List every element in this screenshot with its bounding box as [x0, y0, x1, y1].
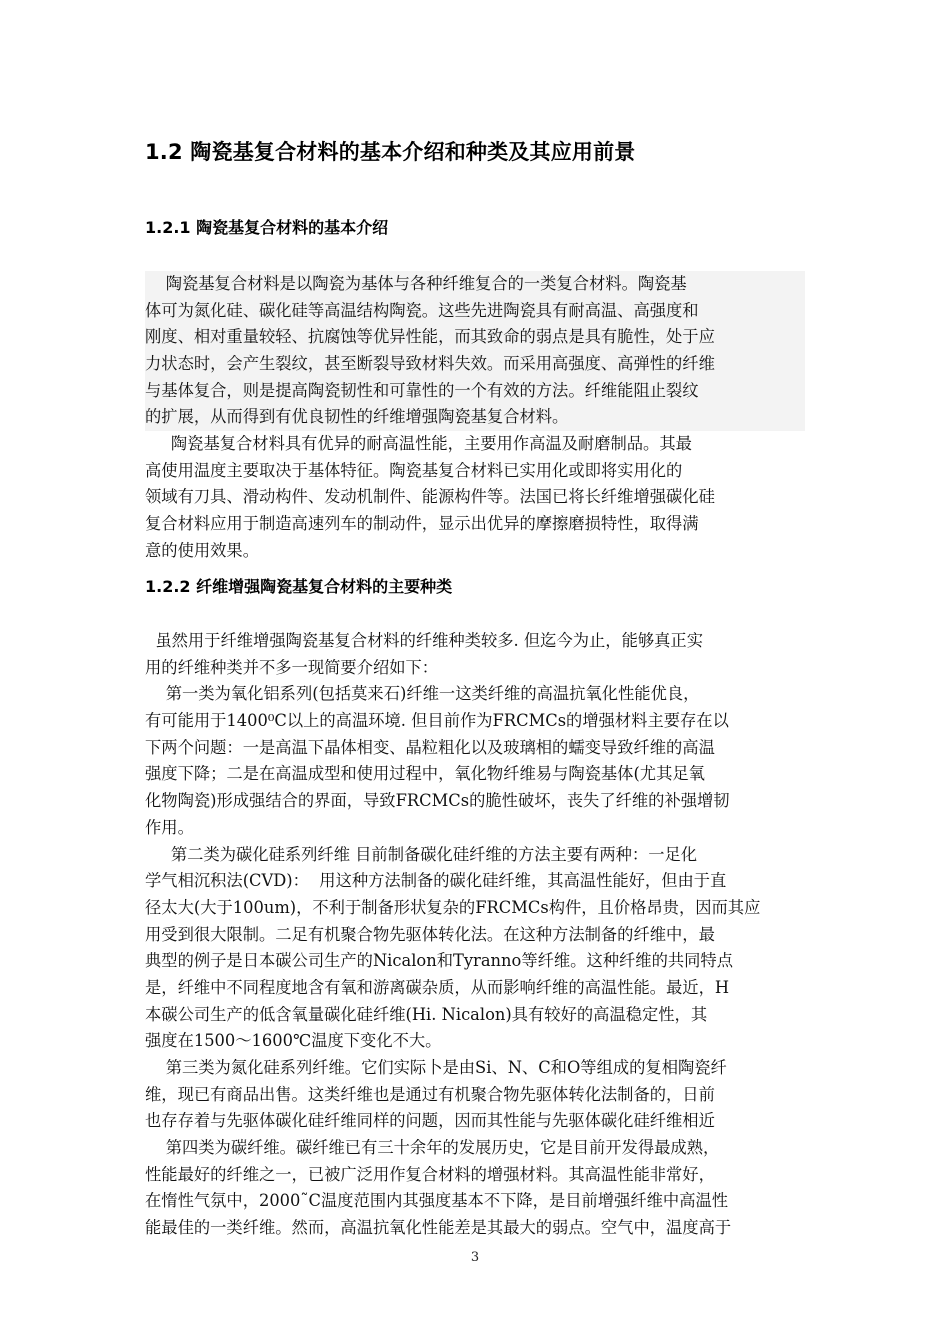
text-line: 力状态时，会产生裂纹，甚至断裂导致材料失效。而采用高强度、高弹性的纤维 — [145, 354, 715, 374]
text-line: 第三类为氮化硅系列纤维。它们实际卜是由Si、N、C和O等组成的复相陶瓷纤 — [145, 1058, 727, 1077]
subsection-title-types: 1.2.2 纤维增强陶瓷基复合材料的主要种类 — [145, 577, 453, 596]
text-line: 化物陶瓷)形成强结合的界面，导致FRCMCs的脆性破坏，丧失了纤维的补强增韧 — [145, 791, 730, 811]
text-line: 用的纤维种类并不多一现简要介绍如下： — [145, 657, 439, 677]
paragraph-applications — [145, 431, 805, 564]
text-line: 维，现已有商品出售。这类纤维也是通过有机聚合物先驱体转化法制备的，日前 — [145, 1084, 715, 1104]
text-line: 有可能用于1400⁰C以上的高温环境. 但目前作为FRCMCs的增强材料主要存在以 — [145, 711, 729, 731]
paragraph-fiber-types — [145, 628, 805, 1242]
text-line: 领域有刀具、滑动构件、发动机制件、能源构件等。法国已将长纤维增强碳化硅 — [145, 487, 715, 507]
text-line: 径太大(大于100um)，不利于制备形状复杂的FRCMCs构件，且价格昂贵，因而其应 — [145, 897, 761, 917]
text-line: 高使用温度主要取决于基体特征。陶瓷基复合材料已实用化或即将实用化的 — [145, 460, 683, 480]
text-line: 能最佳的一类纤维。然而，高温抗氧化性能差是其最大的弱点。空气中，温度高于 — [145, 1218, 732, 1238]
text-line: 性能最好的纤维之一，已被广泛用作复合材料的增强材料。其高温性能非常好， — [145, 1164, 715, 1184]
text-line: 用受到很大限制。二足有机聚合物先驱体转化法。在这种方法制备的纤维中，最 — [145, 924, 715, 944]
text-line: 本碳公司生产的低含氧量碳化硅纤维(Hi. Nicalon)具有较好的高温稳定性，其 — [145, 1004, 708, 1024]
paragraph-basic-intro — [145, 271, 805, 431]
text-line: 学气相沉积法(CVD)： 用这种方法制备的碳化硅纤维，其高温性能好，但由于直 — [145, 871, 727, 891]
text-line: 第二类为碳化硅系列纤维 目前制备碳化硅纤维的方法主要有两种：一足化 — [145, 844, 698, 864]
text-line: 复合材料应用于制造高速列车的制动件，显示出优异的摩擦磨损特性，取得满 — [145, 514, 699, 534]
text-line: 意的使用效果。 — [145, 540, 259, 560]
text-line: 下两个问题：一是高温下晶体相变、晶粒粗化以及玻璃相的蠕变导致纤维的高温 — [145, 737, 715, 757]
text-line: 刚度、相对重量较轻、抗腐蚀等优异性能，而其致命的弱点是具有脆性，处于应 — [145, 327, 715, 347]
text-line: 在惰性气氛中，2000˜C温度范围内其强度基本不下降，是目前增强纤维中高温性 — [145, 1191, 729, 1211]
text-line: 是，纤维中不同程度地含有氧和游离碳杂质，从而影响纤维的高温性能。最近，H — [145, 977, 730, 997]
text-line: 与基体复合，则是提高陶瓷韧性和可靠性的一个有效的方法。纤维能阻止裂纹 — [145, 380, 699, 400]
subsection-title-basic: 1.2.1 陶瓷基复合材料的基本介绍 — [145, 218, 389, 237]
text-line: 第四类为碳纤维。碳纤维已有三十余年的发展历史，它是目前开发得最成熟， — [145, 1138, 720, 1158]
text-line: 强度在1500～1600℃温度下变化不大。 — [145, 1031, 442, 1051]
text-line: 作用。 — [145, 817, 194, 837]
page-number: 3 — [470, 1250, 480, 1265]
text-line: 体可为氮化硅、碳化硅等高温结构陶瓷。这些先进陶瓷具有耐高温、高强度和 — [145, 300, 699, 320]
text-line: 陶瓷基复合材料是以陶瓷为基体与各种纤维复合的一类复合材料。陶瓷基 — [145, 274, 687, 293]
text-line: 也存存着与先驱体碳化硅纤维同样的问题，因而其性能与先驱体碳化硅纤维相近 — [145, 1111, 715, 1131]
section-title: 1.2 陶瓷基复合材料的基本介绍和种类及其应用前景 — [145, 140, 636, 164]
text-line: 的扩展，从而得到有优良韧性的纤维增强陶瓷基复合材料。 — [145, 407, 569, 427]
text-line: 典型的例子是日本碳公司生产的Nicalon和Tyranno等纤维。这种纤维的共同特点 — [145, 951, 733, 971]
text-line: 陶瓷基复合材料具有优异的耐高温性能，主要用作高温及耐磨制品。其最 — [145, 434, 692, 453]
text-line: 强度下降；二是在高温成型和使用过程中，氧化物纤维易与陶瓷基体(尤其足氧 — [145, 764, 705, 784]
text-line: 第一类为氧化铝系列(包括莫来石)纤维一这类纤维的高温抗氧化性能优良， — [145, 684, 700, 704]
text-line: 虽然用于纤维增强陶瓷基复合材料的纤维种类较多. 但迄今为止，能够真正实 — [145, 631, 703, 650]
